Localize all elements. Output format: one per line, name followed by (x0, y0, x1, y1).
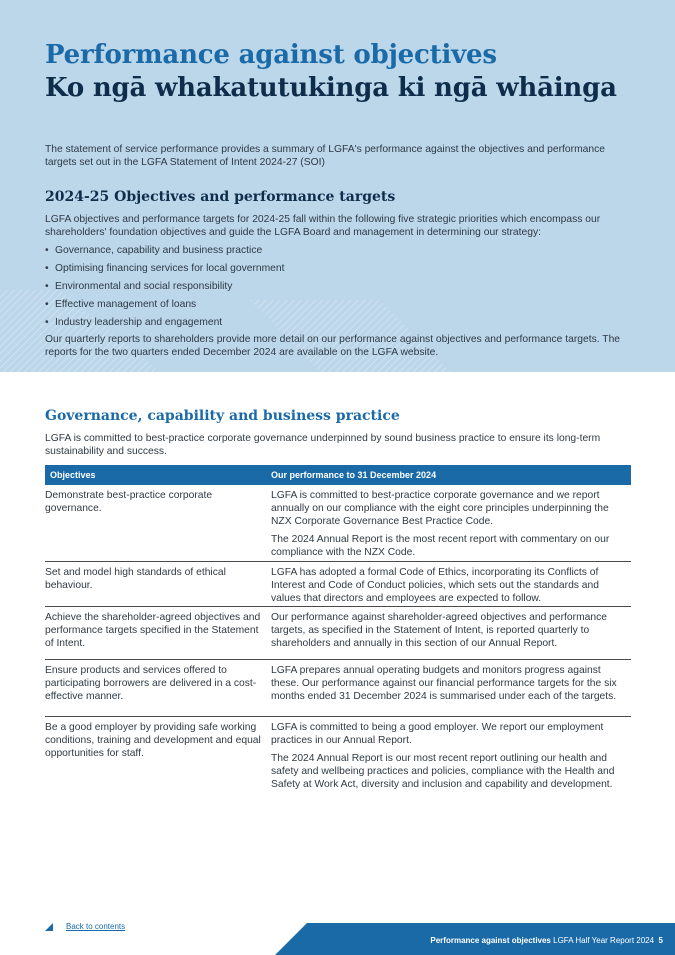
page-title-maori: Ko ngā whakatutukinga ki ngā whāinga (45, 73, 617, 103)
performance-text: Our performance against shareholder-agreed objectives and performance targets, as specified in the Statement of Intent, is reported quarterly to shareholders and annually in this section of our Annual Report. (271, 612, 607, 649)
column-header-performance: Our performance to 31 December 2024 (271, 470, 437, 480)
performance-cell (271, 611, 631, 659)
objective-cell: Be a good employer by providing safe working conditions, training and development and equal opportunities for staff. (45, 722, 261, 759)
reports-paragraph: Our quarterly reports to shareholders provide more detail on our performance against objectives and performance targets. The reports for the two quarters ended December 2024 are available on the LGFA website. (45, 334, 621, 358)
objective-cell: Ensure products and services offered to participating borrowers are delivered in a cost-effective manner. (45, 665, 257, 702)
performance-text: LGFA has adopted a formal Code of Ethics, incorporating its Conflicts of Interest and Code of Conduct policies, which sets out the standards and values that directors and employees are expected to follow. (271, 567, 599, 604)
table-header (45, 465, 631, 485)
governance-heading: Governance, capability and business practice (45, 408, 400, 424)
list-item: • Effective management of loans (45, 298, 285, 316)
table-row (45, 660, 631, 717)
table-row (45, 717, 631, 797)
table-row (45, 562, 631, 607)
column-header-objectives: Objectives (50, 470, 96, 480)
footer-report: LGFA Half Year Report 2024 (553, 936, 655, 945)
performance-cell (271, 721, 631, 797)
performance-cell (271, 664, 631, 716)
footer-section: Performance against objectives (430, 936, 551, 945)
performance-text: LGFA is committed to best-practice corporate governance and we report annually on our compliance with the eight core principles underpinning the NZX Corporate Governance Best Practice Code. (271, 490, 609, 527)
table-row (45, 607, 631, 660)
table-row (45, 485, 631, 562)
governance-intro: LGFA is committed to best-practice corporate governance underpinned by sound business practice to ensure its long-term sustainability and success. (45, 433, 601, 457)
targets-heading: 2024-25 Objectives and performance targets (45, 189, 396, 205)
performance-text: LGFA prepares annual operating budgets and monitors progress against these. Our performance against our financial performance targets for the six months ended 31 December 2024 is summarised under each of the targets. (271, 665, 617, 702)
footer-text (430, 936, 663, 945)
performance-text: The 2024 Annual Report is the most recent report with commentary on our compliance with the NZX Code. (271, 534, 610, 558)
objective-cell: Achieve the shareholder-agreed objectives and performance targets specified in the Statement of Intent. (45, 612, 261, 649)
hero-banner (0, 0, 675, 372)
priorities-list (45, 244, 285, 334)
objectives-table (45, 465, 631, 797)
objective-cell: Set and model high standards of ethical behaviour. (45, 567, 226, 591)
list-item: • Optimising financing services for local government (45, 262, 285, 280)
back-to-contents-link[interactable]: Back to contents (66, 922, 126, 931)
performance-text: LGFA is committed to being a good employer. We report our employment practices in our Annual Report. (271, 722, 604, 746)
list-item: • Industry leadership and engagement (45, 316, 285, 334)
page-title: Performance against objectives (45, 40, 497, 70)
list-item: • Environmental and social responsibility (45, 280, 285, 298)
objective-cell: Demonstrate best-practice corporate governance. (45, 490, 213, 514)
targets-paragraph: LGFA objectives and performance targets for 2024-25 fall within the following five strategic priorities which encompass our shareholders' foundation objectives and guide the LGFA Board and management in determining our strategy: (45, 214, 601, 238)
intro-paragraph: The statement of service performance provides a summary of LGFA's performance against the objectives and performance targets set out in the LGFA Statement of Intent 2024-27 (SOI) (45, 144, 605, 168)
performance-text: The 2024 Annual Report is our most recent report outlining our health and safety and wellbeing practices and policies, compliance with the Health and Safety at Work Act, diversity and inclusion and capability and development. (271, 753, 615, 790)
back-to-contents[interactable] (45, 922, 125, 931)
list-item: • Governance, capability and business practice (45, 244, 285, 262)
performance-cell (271, 566, 631, 606)
triangle-back-icon[interactable] (45, 923, 53, 931)
page-number: 5 (658, 936, 663, 945)
performance-cell (271, 489, 631, 561)
